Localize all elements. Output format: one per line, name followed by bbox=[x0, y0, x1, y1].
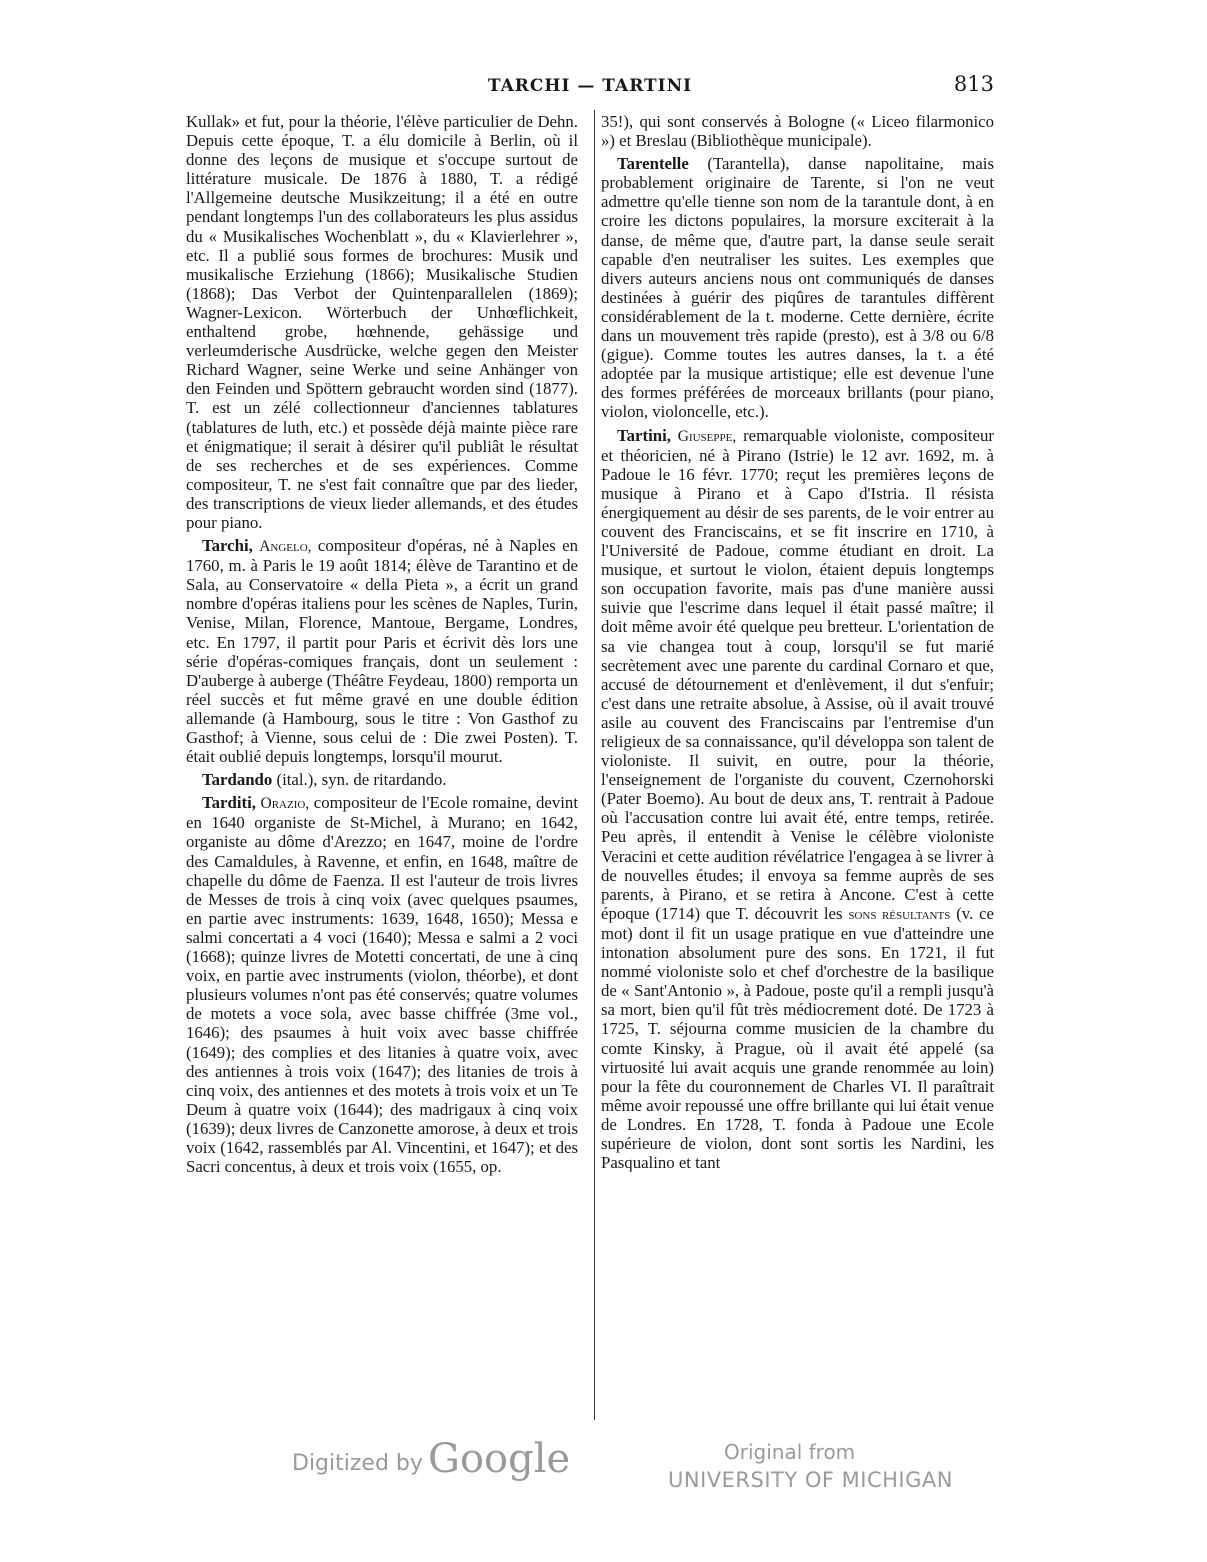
entry-tartini-text-2: (v. ce mot) dont il fit un usage pratique en vue d'atteindre une intonation absolument pure des sons. En 1721, il fut nommé violoniste solo et chef d'orchestre de la basilique de « Sant'Antonio », à Padoue, poste qu'il a rempli jusqu'à sa mort, bien qu'il fût très médiocrement doté. De 1723 à 1725, T. séjourna comme musicien de la chambre du comte Kinsky, à Prague, où il avait été appelé (sa virtuosité lui avait acquis une grande renommée au loin) pour la fête du couronnement de Charles VI. Il paraîtrait même avoir repoussé une offre brillante qui lui était venue de Londres. En 1728, T. fonda à Padoue une Ecole supérieure de violon, dont sont sortis les Nardini, les Pasqualino et tant bbox=[601, 903, 994, 1173]
entry-tardando-text: (ital.), syn. de ritardando. bbox=[276, 770, 447, 790]
google-logo: Google bbox=[428, 1436, 571, 1482]
headword-tarentelle: Tarentelle bbox=[617, 154, 689, 174]
headword-tarchi: Tarchi, bbox=[202, 536, 253, 556]
cross-ref-sons-resultants: sons résultants bbox=[848, 905, 951, 923]
headword-tardando: Tardando bbox=[202, 770, 273, 790]
running-head: TARCHI — TARTINI bbox=[487, 76, 693, 96]
university-label: UNIVERSITY OF MICHIGAN bbox=[668, 1468, 953, 1492]
forename-orazio: Orazio, bbox=[260, 795, 310, 813]
entry-tarentelle-text: (Tarantella), danse napolitaine, mais probablement originaire de Tarente, si l'on ne veut admettre qu'elle tienne son nom de la tarantule dont, à en croire les dictons populaires, la morsure exciterait à la danse, de même que, d'autre part, la danse seule serait capable d'en neutraliser les suites. Les exemples que divers auteurs anciens nous ont communiqués de danses destinées à guérir des piqûres de tarantules diffèrent considérablement de la t. moderne. Cette dernière, écrite dans un mouvement très rapide (presto), est à 3/8 ou 6/8 (gigue). Comme toutes les autres danses, la t. a été adoptée par la musique artistique; elle est devenue l'une des formes préférées de morceaux brillants (pour piano, violon, violoncelle, etc.). bbox=[601, 154, 994, 422]
headword-tarditi: Tarditi, bbox=[202, 793, 256, 813]
page-number: 813 bbox=[953, 72, 994, 96]
digitized-by-label: Digitized by bbox=[292, 1451, 423, 1476]
original-from-label: Original from bbox=[724, 1440, 856, 1464]
entry-tartini-text: remarquable violoniste, compositeur et théoricien, né à Pirano (Istrie) le 12 avr. 1692, m. à Padoue le 16 févr. 1770; reçut les premières leçons de musique à Pirano et à Capo d'Istria. Il résista énergiquement au désir de ses parents, de le voir entrer au couvent des Franciscains, et se fit inscrire en 1710, à l'Université de Padoue, comme étudiant en droit. La musique, et surtout le violon, étaient depuis longtemps son occupation favorite, mais pas d'une manière aussi suivie que l'escrime dans lequel il était passé maître; il doit même avoir été quelque peu bretteur. L'orientation de sa vie changea tout à coup, lorsqu'il se fut marié secrètement avec une parente du cardinal Cornaro et que, accusé de détournement et d'enlèvement, il dut s'enfuir; c'est dans une retraite absolue, à Assise, où il avait trouvé asile au couvent des Franciscains par l'entremise d'un religieux de sa connaissance, qu'il développa son talent de violoniste. Il suivit, en outre, pour la théorie, l'enseignement de l'organiste du couvent, Czernohorski (Pater Boemo). Au bout de deux ans, T. rentrait à Padoue où l'accusation contre lui avait été, entre temps, retirée. Peu après, il entendit à Venise le célèbre violoniste Veracini et cette audition révélatrice l'engagea à se livrer à de nouvelles études; il envoya sa femme auprès de ses parents, à Pirano, et se retira à Ancone. C'est à cette époque (1714) que T. découvrit les bbox=[601, 425, 994, 923]
forename-giuseppe: Giuseppe, bbox=[677, 427, 737, 445]
paragraph-tarditi-continuation: 35!), qui sont conservés à Bologne (« Liceo filarmonico ») et Breslau (Bibliothèque municipale). bbox=[601, 112, 994, 151]
digitization-footer bbox=[0, 1438, 1207, 1498]
left-column bbox=[186, 112, 578, 1176]
forename-angelo: Angelo, bbox=[259, 538, 312, 556]
headword-tartini: Tartini, bbox=[617, 425, 671, 445]
entry-tarchi bbox=[186, 536, 578, 766]
entry-tardando bbox=[186, 770, 578, 789]
entry-tarditi bbox=[186, 793, 578, 1176]
entry-tartini bbox=[601, 426, 994, 1173]
entry-tarchi-text: compositeur d'opéras, né à Naples en 1760, m. à Paris le 19 août 1814; élève de Tarantino et de Sala, au Conservatoire « della Pieta », a écrit un grand nombre d'opéras italiens pour les scènes de Naples, Turin, Venise, Milan, Florence, Mantoue, Bergame, Londres, etc. En 1797, il partit pour Paris et écrivit dès lors une série d'opéras-comiques français, dont un seulement : D'auberge à auberge (Théâtre Feydeau, 1800) remporta un réel succès et fut même gravé en une double édition allemande (à Hambourg, sous le titre : Von Gasthof zu Gasthof; à Vienne, sous celui de : Die zwei Posten). T. était oublié depuis longtemps, lorsqu'il mourut. bbox=[186, 536, 578, 767]
right-column bbox=[601, 112, 994, 1172]
paragraph-kullak-continuation: Kullak» et fut, pour la théorie, l'élève particulier de Dehn. Depuis cette époque, T. a élu domicile à Berlin, où il donne des leçons de musique et s'occupe surtout de littérature musicale. De 1876 à 1880, T. a rédigé l'Allgemeine deutsche Musikzeitung; il a été en outre pendant longtemps l'un des collaborateurs les plus assidus du « Musikalisches Wochenblatt », du « Klavierlehrer », etc. Il a publié sous formes de brochures: Musik und musikalische Erziehung (1866); Musikalische Studien (1868); Das Verbot der Quintenparallelen (1869); Wagner-Lexicon. Wörterbuch der Unhœflichkeit, enthaltend grobe, hœhnende, gehässige und verleumderische Ausdrücke, welche gegen den Meister Richard Wagner, seine Werke und seine Anhänger von den Feinden und Spöttern gebraucht worden sind (1877). T. est un zélé collectionneur d'anciennes tablatures (tablatures de luth, etc.) et possède déjà mainte pièce rare et énigmatique; il serait à désirer qu'il publiât le résultat de ses recherches et de ses expériences. Comme compositeur, T. ne s'est fait connaître que par des lieder, des transcriptions de vieux lieder allemands, et des études pour piano. bbox=[186, 112, 578, 532]
entry-tarentelle bbox=[601, 154, 994, 421]
entry-tarditi-text: compositeur de l'Ecole romaine, devint en 1640 organiste de St-Michel, à Murano; en 1642, organiste au dôme d'Arezzo; en 1647, moine de l'ordre des Camaldules, à Ravenne, et enfin, en 1648, maître de chapelle du dôme de Faenza. Il est l'auteur de trois livres de Messes de trois à cinq voix (avec quelques psaumes, en partie avec instruments: 1639, 1648, 1650); Messa e salmi concertati a 4 voci (1640); Messa e salmi a 2 voci (1668); quinze livres de Motetti concertati, de une à cinq voix, en partie avec instruments (violon, théorbe), et dont plusieurs volumes n'ont pas été conservés; quatre volumes de motets a voce sola, avec basse chiffrée (3me vol., 1646); des psaumes à huit voix avec basse chiffrée (1649); des complies et des litanies à quatre voix, avec des antiennes à trois voix (1647); des litanies de trois à cinq voix, des antiennes et des motets à trois voix et un Te Deum à quatre voix (1644); des madrigaux à cinq voix (1639); deux livres de Canzonette amorose, à deux et trois voix (1642, rassemblés par Al. Vincentini, et 1647); et des Sacri concentus, à deux et trois voix (1655, op. bbox=[186, 793, 578, 1177]
page-header bbox=[186, 72, 994, 102]
column-divider bbox=[594, 110, 595, 1420]
